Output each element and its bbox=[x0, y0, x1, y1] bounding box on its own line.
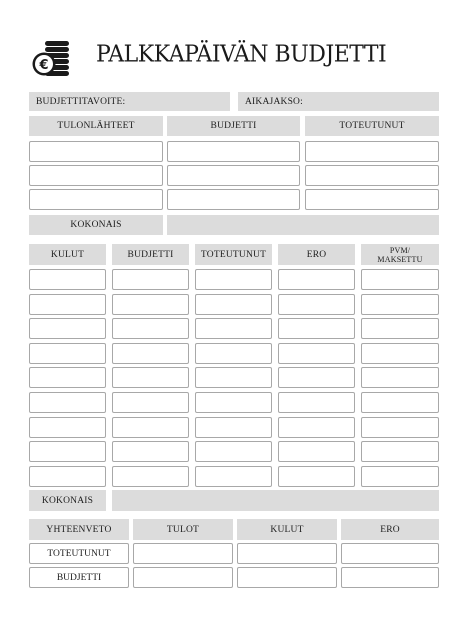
expense-input-cell[interactable] bbox=[195, 294, 272, 315]
expense-input-cell[interactable] bbox=[195, 343, 272, 364]
expense-input-cell[interactable] bbox=[112, 417, 189, 438]
income-header-budget: BUDJETTI bbox=[167, 116, 300, 136]
expense-input-cell[interactable] bbox=[278, 441, 355, 462]
period-field[interactable] bbox=[238, 92, 439, 111]
expense-input-cell[interactable] bbox=[112, 441, 189, 462]
expense-input-cell[interactable] bbox=[361, 417, 439, 438]
expense-input-cell[interactable] bbox=[361, 343, 439, 364]
expense-input-cell[interactable] bbox=[29, 269, 106, 290]
expense-input-cell[interactable] bbox=[361, 367, 439, 388]
income-header-actual: TOTEUTUNUT bbox=[305, 116, 439, 136]
expense-input-cell[interactable] bbox=[29, 441, 106, 462]
expense-input-cell[interactable] bbox=[112, 343, 189, 364]
summary-budget-difference-cell[interactable] bbox=[341, 567, 439, 588]
summary-header-income: TULOT bbox=[133, 519, 233, 540]
expense-input-cell[interactable] bbox=[195, 392, 272, 413]
expense-input-cell[interactable] bbox=[112, 269, 189, 290]
expense-total-label: KOKONAIS bbox=[29, 490, 106, 511]
expense-input-cell[interactable] bbox=[195, 269, 272, 290]
expense-input-cell[interactable] bbox=[112, 466, 189, 487]
expense-input-cell[interactable] bbox=[195, 367, 272, 388]
expense-header-budget: BUDJETTI bbox=[112, 244, 189, 265]
expense-input-cell[interactable] bbox=[29, 417, 106, 438]
expense-input-cell[interactable] bbox=[112, 318, 189, 339]
income-input-cell[interactable] bbox=[167, 141, 300, 162]
summary-actual-expenses-cell[interactable] bbox=[237, 543, 337, 564]
expense-input-cell[interactable] bbox=[361, 318, 439, 339]
income-input-cell[interactable] bbox=[29, 141, 163, 162]
expense-input-cell[interactable] bbox=[112, 392, 189, 413]
summary-budget-expenses-cell[interactable] bbox=[237, 567, 337, 588]
expense-header-date-paid bbox=[361, 244, 439, 265]
summary-header-summary: YHTEENVETO bbox=[29, 519, 129, 540]
income-input-cell[interactable] bbox=[29, 165, 163, 186]
expense-input-cell[interactable] bbox=[361, 294, 439, 315]
expense-input-cell[interactable] bbox=[278, 269, 355, 290]
expense-input-cell[interactable] bbox=[361, 269, 439, 290]
expense-input-cell[interactable] bbox=[278, 392, 355, 413]
expense-input-cell[interactable] bbox=[195, 417, 272, 438]
expense-input-cell[interactable] bbox=[278, 343, 355, 364]
expense-input-cell[interactable] bbox=[278, 294, 355, 315]
summary-actual-income-cell[interactable] bbox=[133, 543, 233, 564]
expense-input-cell[interactable] bbox=[29, 294, 106, 315]
expense-input-cell[interactable] bbox=[29, 392, 106, 413]
expense-input-cell[interactable] bbox=[278, 417, 355, 438]
expense-input-cell[interactable] bbox=[195, 441, 272, 462]
expense-header-date-line: PVM/ bbox=[389, 245, 411, 255]
expense-input-cell[interactable] bbox=[29, 466, 106, 487]
expense-input-cell[interactable] bbox=[112, 367, 189, 388]
summary-header-difference: ERO bbox=[341, 519, 439, 540]
expense-input-cell[interactable] bbox=[361, 392, 439, 413]
income-input-cell[interactable] bbox=[29, 189, 163, 210]
income-input-cell[interactable] bbox=[167, 189, 300, 210]
expense-input-cell[interactable] bbox=[195, 466, 272, 487]
budget-goal-label: BUDJETTITAVOITE: bbox=[36, 96, 126, 107]
period-label: AIKAJAKSO: bbox=[245, 96, 303, 107]
expense-input-cell[interactable] bbox=[112, 294, 189, 315]
expense-input-cell[interactable] bbox=[361, 441, 439, 462]
income-input-cell[interactable] bbox=[305, 141, 439, 162]
income-total-label: KOKONAIS bbox=[29, 215, 163, 235]
income-input-cell[interactable] bbox=[305, 165, 439, 186]
income-input-cell[interactable] bbox=[305, 189, 439, 210]
expense-header-expenses: KULUT bbox=[29, 244, 106, 265]
summary-actual-difference-cell[interactable] bbox=[341, 543, 439, 564]
summary-row-budget-label: BUDJETTI bbox=[29, 567, 129, 588]
expense-input-cell[interactable] bbox=[361, 466, 439, 487]
page-title: PALKKAPÄIVÄN BUDJETTI bbox=[96, 41, 387, 68]
expense-header-difference: ERO bbox=[278, 244, 355, 265]
expense-input-cell[interactable] bbox=[29, 343, 106, 364]
expense-total-field[interactable] bbox=[112, 490, 439, 511]
expense-input-cell[interactable] bbox=[278, 466, 355, 487]
expense-input-cell[interactable] bbox=[278, 367, 355, 388]
expense-input-cell[interactable] bbox=[278, 318, 355, 339]
expense-header-paid-line: MAKSETTU bbox=[377, 254, 423, 264]
euro-coin-stack-icon bbox=[31, 39, 73, 79]
summary-budget-income-cell[interactable] bbox=[133, 567, 233, 588]
income-input-cell[interactable] bbox=[167, 165, 300, 186]
summary-row-actual-label: TOTEUTUNUT bbox=[29, 543, 129, 564]
expense-input-cell[interactable] bbox=[195, 318, 272, 339]
expense-input-cell[interactable] bbox=[29, 318, 106, 339]
budget-goal-field[interactable] bbox=[29, 92, 230, 111]
summary-header-expenses: KULUT bbox=[237, 519, 337, 540]
income-header-sources: TULONLÄHTEET bbox=[29, 116, 163, 136]
expense-header-actual: TOTEUTUNUT bbox=[195, 244, 272, 265]
svg-text:€: € bbox=[39, 58, 49, 73]
income-total-field[interactable] bbox=[167, 215, 439, 235]
expense-input-cell[interactable] bbox=[29, 367, 106, 388]
